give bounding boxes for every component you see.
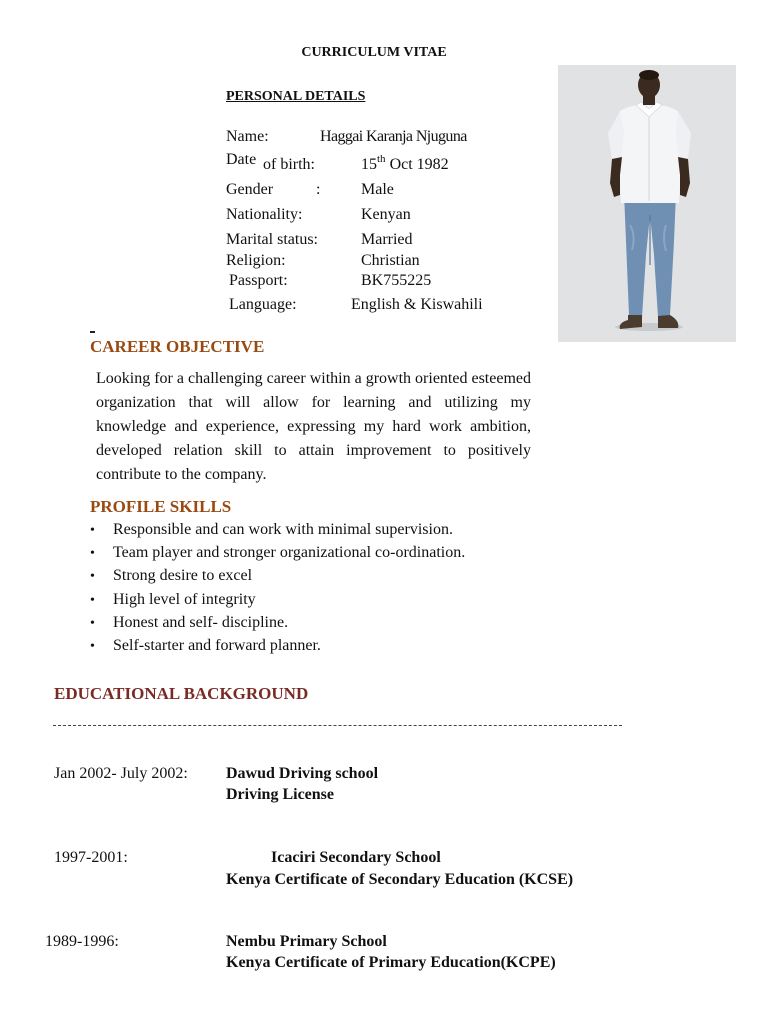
nationality-value: Kenyan [361,206,411,223]
educational-background-heading: EDUCATIONAL BACKGROUND [54,684,309,703]
education-institution: Nembu Primary School [226,933,387,950]
stray-dash-mark [90,331,95,333]
profile-skills-heading: PROFILE SKILLS [90,497,232,516]
marital-status-label: Marital status: [226,231,318,248]
list-item: • Team player and stronger organizational co-ordination. [90,541,465,564]
list-item: • Self-starter and forward planner. [90,634,465,657]
passport-label: Passport: [229,272,288,289]
education-institution: Icaciri Secondary School [271,849,441,866]
gender-value: Male [361,181,394,198]
bullet-icon: • [90,592,95,608]
personal-details-heading: PERSONAL DETAILS [226,89,366,104]
education-period: 1997-2001: [54,849,128,866]
section-divider [53,725,622,726]
passport-value: BK755225 [361,272,432,289]
dob-value: 15th Oct 1982 [361,152,449,173]
dob-label-date: Date [226,151,257,168]
language-value: English & Kiswahili [351,296,483,313]
document-title: CURRICULUM VITAE [301,45,447,60]
education-award: Kenya Certificate of Primary Education(KCPE) [226,954,556,971]
education-award: Driving License [226,786,334,803]
profile-photo [558,65,736,342]
list-item: • High level of integrity [90,588,465,611]
religion-label: Religion: [226,252,286,269]
nationality-label: Nationality: [226,206,303,223]
education-period: Jan 2002- July 2002: [54,765,188,782]
list-item: • Strong desire to excel [90,564,465,587]
marital-status-value: Married [361,231,413,248]
gender-label: Gender [226,181,274,198]
career-objective-heading: CAREER OBJECTIVE [90,337,265,356]
profile-skills-list [90,518,465,657]
religion-value: Christian [361,252,420,269]
dob-label-rest: of birth: [263,156,315,173]
bullet-icon: • [90,638,95,654]
bullet-icon: • [90,569,95,585]
language-label: Language: [229,296,297,313]
gender-colon: : [316,181,321,198]
list-item: • Responsible and can work with minimal supervision. [90,518,465,541]
list-item: • Honest and self- discipline. [90,611,465,634]
person-portrait-image [558,65,736,342]
bullet-icon: • [90,615,95,631]
career-objective-text: Looking for a challenging career within a growth oriented esteemed organization that will allow for learning and utilizing my knowledge and experience, expressing my hard work ambition, developed relation skill to attain improvement to positively contribute to the company. [96,370,531,483]
education-period: 1989-1996: [45,933,119,950]
name-value: Haggai Karanja Njuguna [320,128,467,145]
bullet-icon: • [90,523,95,538]
education-institution: Dawud Driving school [226,765,379,782]
bullet-icon: • [90,546,95,562]
name-label: Name: [226,128,269,145]
education-award: Kenya Certificate of Secondary Education (KCSE) [226,871,574,888]
